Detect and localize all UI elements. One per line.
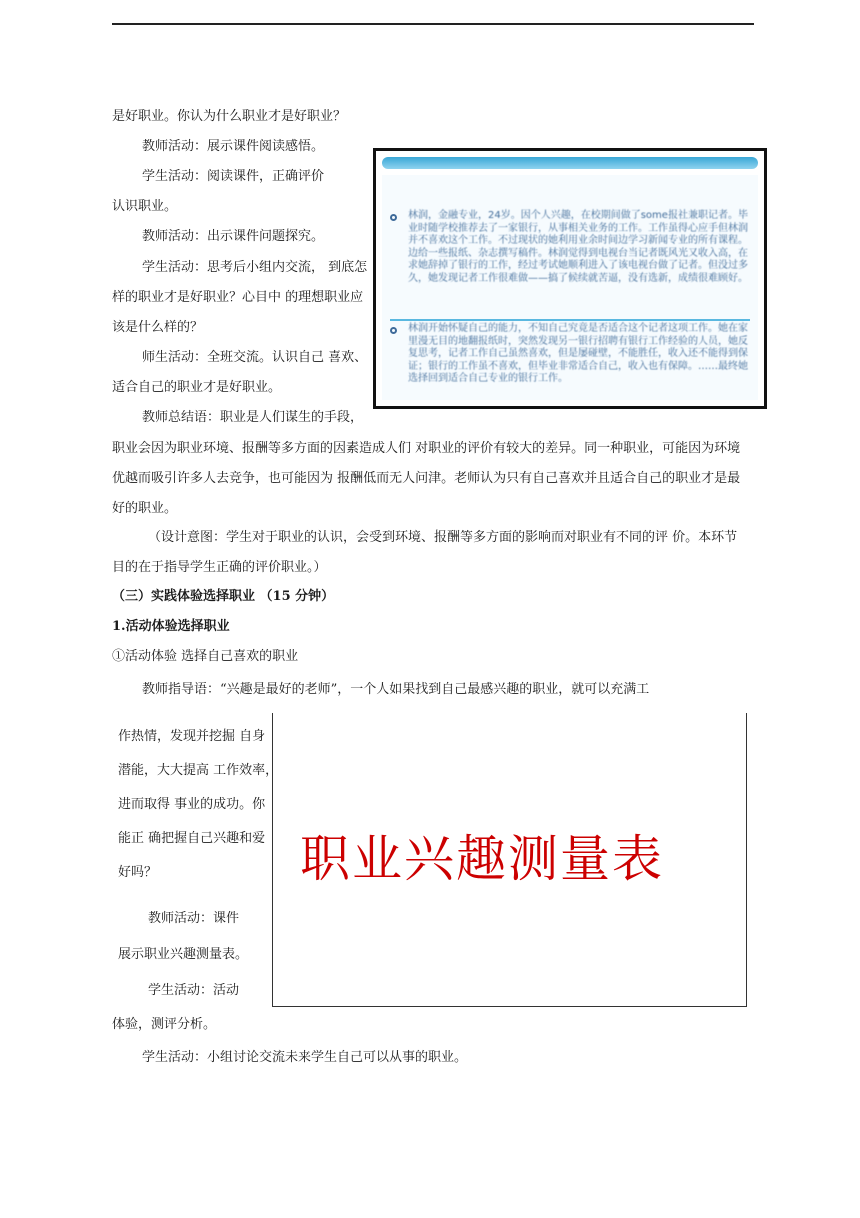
- teacher-guidance-cont4: 能正 确把握自己兴趣和爱: [118, 831, 266, 846]
- design-intent-cont: 目的在于指导学生正确的评价职业。）: [112, 560, 327, 575]
- teacher-summary-cont: 职业会因为职业环境、报酬等多方面的因素造成人们 对职业的评价有较大的差异。同一种职业，可能因为环境: [112, 441, 741, 456]
- joint-activity-cont: 适合自己的职业才是好职业。: [112, 380, 282, 395]
- teacher-activity-3: 教师活动：课件: [148, 911, 240, 926]
- section-heading: （三）实践体验选择职业 （15 分钟）: [112, 589, 335, 604]
- bullet-icon: [390, 327, 397, 334]
- student-activity-4: 学生活动：小组讨论交流未来学生自己可以从事的职业。: [142, 1050, 468, 1065]
- student-activity-2-cont2: 该是什么样的？: [112, 320, 204, 335]
- teacher-guidance-cont2: 潜能，大大提高 工作效率，: [118, 763, 279, 778]
- teacher-guidance: 教师指导语：“兴趣是最好的老师”，一个人如果找到自己最感兴趣的职业，就可以充满工: [142, 682, 650, 697]
- header-rule: [112, 23, 754, 25]
- paragraph-line: 是好职业。你认为什么职业才是好职业？: [112, 109, 347, 124]
- teacher-guidance-cont: 作热情，发现并挖掘 自身: [118, 729, 266, 744]
- slide-paragraph-1: 林润，金融专业，24岁。因个人兴趣，在校期间做了some报社兼职记者。毕业时随学校推荐去了一家银行，从事相关业务的工作。工作虽得心应手但林润并不喜欢这个工作。不过现状的她利用业余时间边学习新闻专业的所有课程。 边给一些报纸、杂志撰写稿件。林润觉得到电视台当记者既风光又收入高，在求她辞掉了银行的工作，经过考试她顺利进入了该电视台做了记者。但没过多久，她发现记者工作很难做——搞了候续就苦逼，没有选新，成绩很难顾好。: [408, 210, 748, 284]
- teacher-activity-1: 教师活动：展示课件阅读感悟。: [142, 139, 325, 154]
- interest-table-title: 职业兴趣测量表: [300, 830, 664, 888]
- activity-item: ①活动体验 选择自己喜欢的职业: [112, 649, 299, 664]
- teacher-guidance-cont5: 好吗？: [118, 865, 158, 880]
- student-activity-3: 学生活动：活动: [148, 983, 240, 998]
- courseware-slide: [373, 148, 767, 409]
- joint-activity: 师生活动：全班交流。认识自己 喜欢、: [142, 350, 368, 365]
- slide-divider: [390, 319, 750, 321]
- student-activity-2-cont: 样的职业才是好职业？心目中 的理想职业应: [112, 290, 364, 305]
- student-activity-3-cont: 体验，测评分析。: [112, 1017, 217, 1032]
- student-activity-2: 学生活动：思考后小组内交流， 到底怎: [142, 260, 368, 275]
- student-activity-1-cont: 认识职业。: [112, 199, 178, 214]
- bullet-icon: [390, 214, 397, 221]
- teacher-guidance-cont3: 进而取得 事业的成功。你: [118, 797, 266, 812]
- teacher-summary-cont3: 好的职业。: [112, 501, 178, 516]
- slide-body: [382, 175, 758, 400]
- design-intent: （设计意图：学生对于职业的认识，会受到环境、报酬等多方面的影响而对职业有不同的评 价。本环节: [148, 530, 738, 545]
- teacher-activity-2: 教师活动：出示课件问题探究。: [142, 229, 325, 244]
- teacher-summary-cont2: 优越而吸引许多人去竞争，也可能因为 报酬低而无人问津。老师认为只有自己喜欢并且适合自己的职业才是最: [112, 471, 741, 486]
- teacher-summary: 教师总结语：职业是人们谋生的手段，: [142, 410, 364, 425]
- subsection-heading: 1.活动体验选择职业: [112, 619, 230, 634]
- slide-header-bar: [382, 157, 758, 169]
- student-activity-1: 学生活动：阅读课件，正确评价: [142, 169, 325, 184]
- slide-paragraph-2: 林润开始怀疑自己的能力，不知自己究竟是否适合这个记者这项工作。她在家里漫无目的地翻报纸时，突然发现另一银行招聘有银行工作经验的人员，她反复思考，记者工作自己虽然喜欢，但是屡碰壁，不能胜任，收入还不能得到保证；银行的工作虽不喜欢，但毕业非常适合自己，收入也有保障。……最终她选择回到适合自己专业的银行工作。: [408, 323, 748, 384]
- teacher-activity-3-cont: 展示职业兴趣测量表。: [118, 947, 249, 962]
